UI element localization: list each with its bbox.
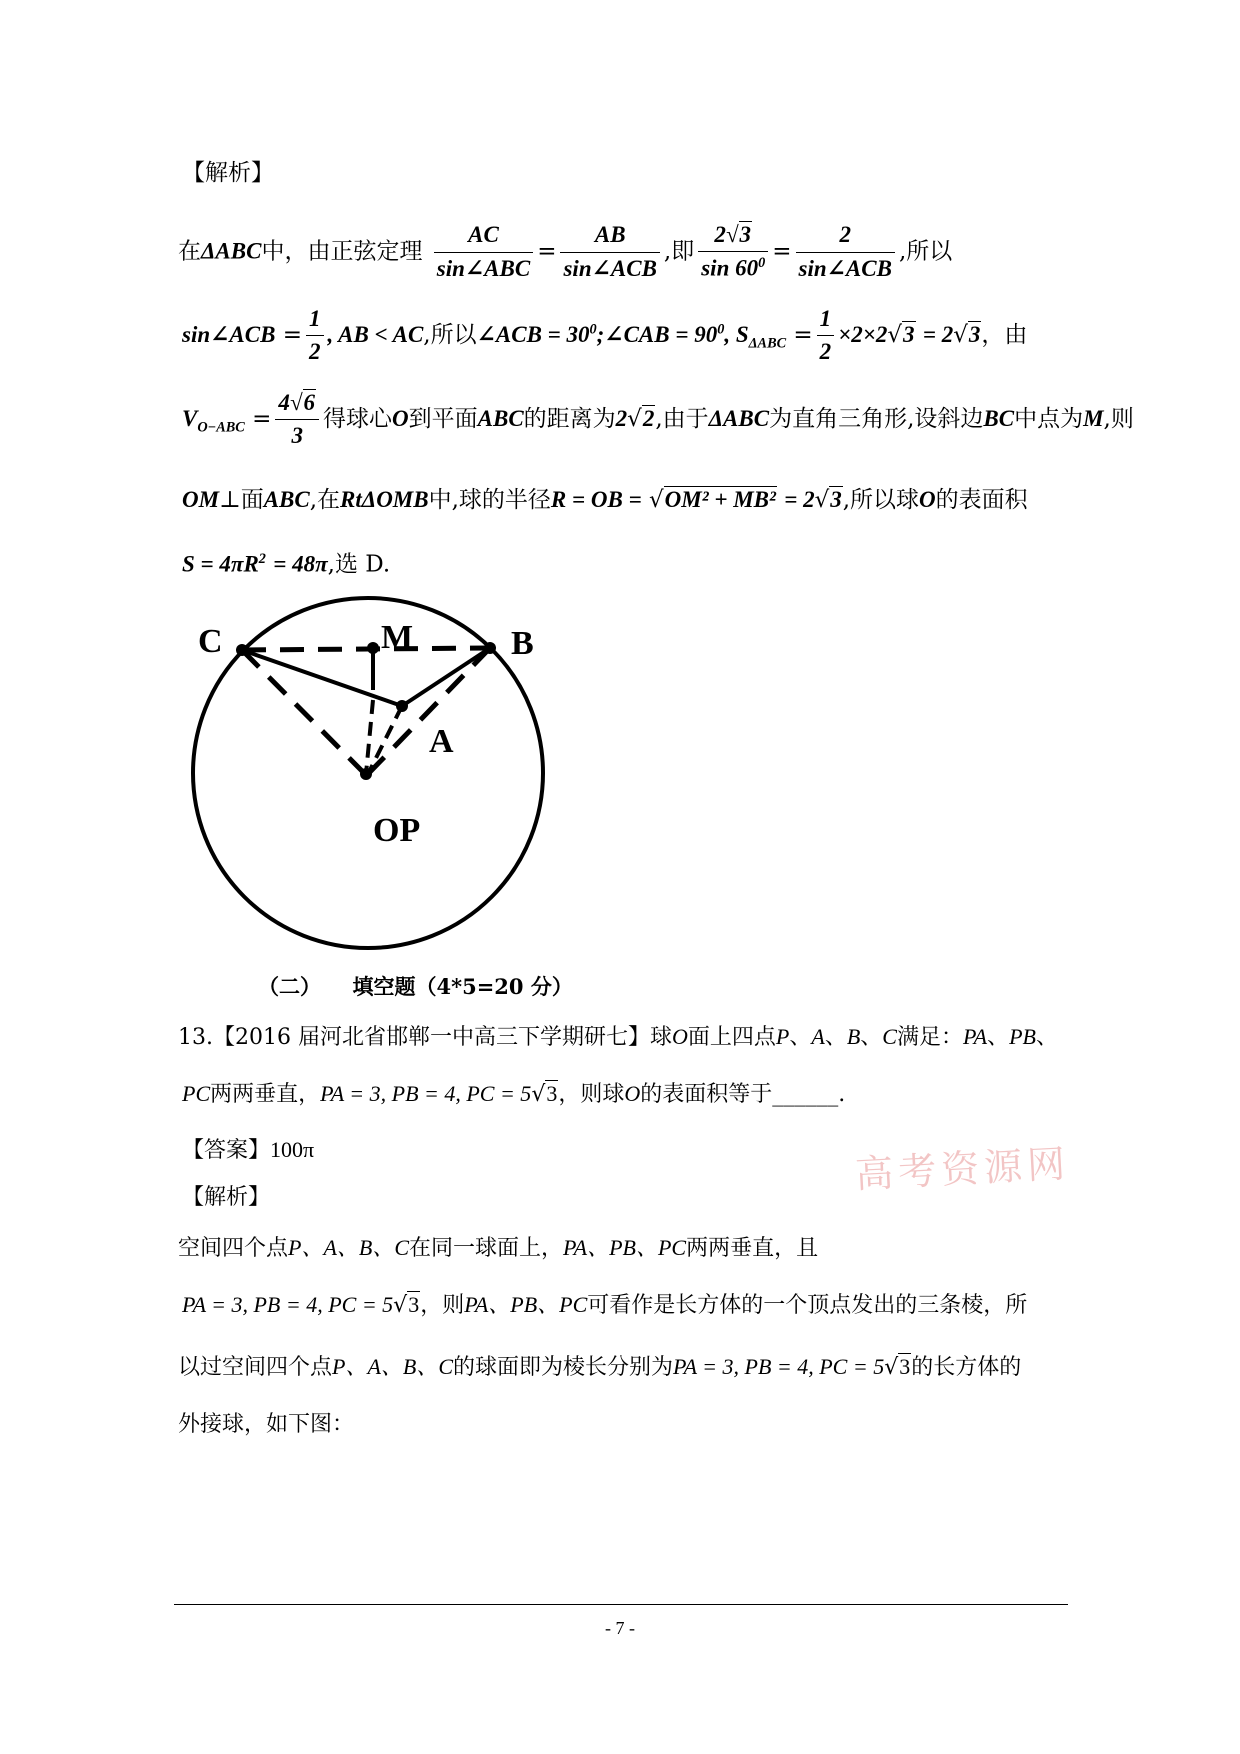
analysis-p2: PA = 3, PB = 4, PC = 5√3，则PA、PB、PC可看作是长方体的一个顶点发出的三条棱，所: [182, 1292, 1028, 1318]
chord-cb-dashed: [242, 648, 490, 650]
dashed-ao: [368, 706, 402, 774]
answer-value: 100π: [270, 1137, 315, 1162]
fraction-half-area: $\frac{1}{2}$: [817, 306, 835, 366]
point-a: [396, 700, 408, 712]
fraction-2-sin-acb: $\frac{2}{\text{sin∠ACB}}$: [796, 222, 895, 282]
angle-line: sin∠ACB = $\frac{1}{2}$ , AB < AC,所以∠ACB = $30^0;\angle CAB = 90^0$, $S_{\Delta ABC}$ = $\frac{1}{2}$ ×2×2√3 = 2√3，由: [182, 306, 1028, 365]
analysis-p1: 空间四个点P、A、B、C在同一球面上，PA、PB、PC两两垂直，且: [178, 1235, 819, 1261]
label-a: A: [429, 723, 454, 760]
answer-line: 【答案】100π: [182, 1137, 315, 1163]
page-number: - 7 -: [605, 1618, 635, 1638]
analysis-p3: 以过空间四个点P、A、B、C的球面即为棱长分别为PA = 3, PB = 4, PC = 5√3的长方体的: [178, 1354, 1022, 1380]
volume-line: $V_{O-ABC}$ = $\frac{4√6}{3}$ 得球心O到平面ABC的距离为2√2,由于ΔABC为直角三角形,设斜边BC中点为M,则: [182, 390, 1134, 449]
label-c: C: [198, 623, 223, 660]
label-b: B: [511, 625, 534, 662]
question-13-line2: PC两两垂直，PA = 3, PB = 4, PC = 5√3，则球O的表面积等于______.: [182, 1081, 846, 1107]
dashed-mo-lower: [366, 700, 373, 774]
radius-line: OM⊥面ABC,在RtΔOMB中,球的半径R = OB = √OM² + MB² = 2√3,所以球O的表面积: [182, 487, 1028, 513]
analysis-heading-2: 【解析】: [182, 1185, 271, 1210]
fraction-half: $\frac{1}{2}$: [306, 306, 324, 366]
footer-rule: [174, 1604, 1068, 1605]
analysis-p4: 外接球，如下图：: [178, 1412, 355, 1437]
sine-law-line: 在ΔABC中，由正弦定理 $\frac{AC}{\text{sin∠ABC}}$ = $\frac{AB}{\text{sin∠ACB}}$ ,即 $\frac{2√3}{\sin 60^0}$ = $\frac{2}{\text{sin∠ACB}}$ ,所以: [178, 222, 953, 282]
surface-area-line: $S = 4\pi R^2 = 48\pi$,选 D.: [182, 551, 391, 578]
analysis-heading: 【解析】: [182, 160, 274, 186]
fraction-2root3-sin60: $\frac{2√3}{\sin 60^0}$: [698, 222, 768, 283]
segment-ba: [402, 648, 490, 706]
point-b: [484, 642, 496, 654]
watermark: 高考资源网: [854, 1141, 1072, 1197]
fraction-ab-sin-acb: $\frac{AB}{\text{sin∠ACB}}$: [560, 222, 659, 282]
point-m: [367, 642, 379, 654]
label-op: OP: [373, 812, 421, 849]
question-13-line1: 13.【2016 届河北省邯郸一中高三下学期研七】球O面上四点P、A、B、C满足：PA、PB、: [178, 1024, 1058, 1050]
fraction-ac-sin-abc: $\frac{AC}{\text{sin∠ABC}}$: [434, 222, 533, 282]
segment-ca: [242, 650, 402, 706]
label-m: M: [381, 619, 414, 656]
point-c: [236, 644, 248, 656]
point-o: [360, 768, 372, 780]
fraction-4root6-3: $\frac{4√6}{3}$: [275, 390, 319, 450]
dashed-co: [242, 650, 365, 774]
fill-blank-heading: （二） 填空题（4*5=20 分）: [258, 974, 573, 999]
